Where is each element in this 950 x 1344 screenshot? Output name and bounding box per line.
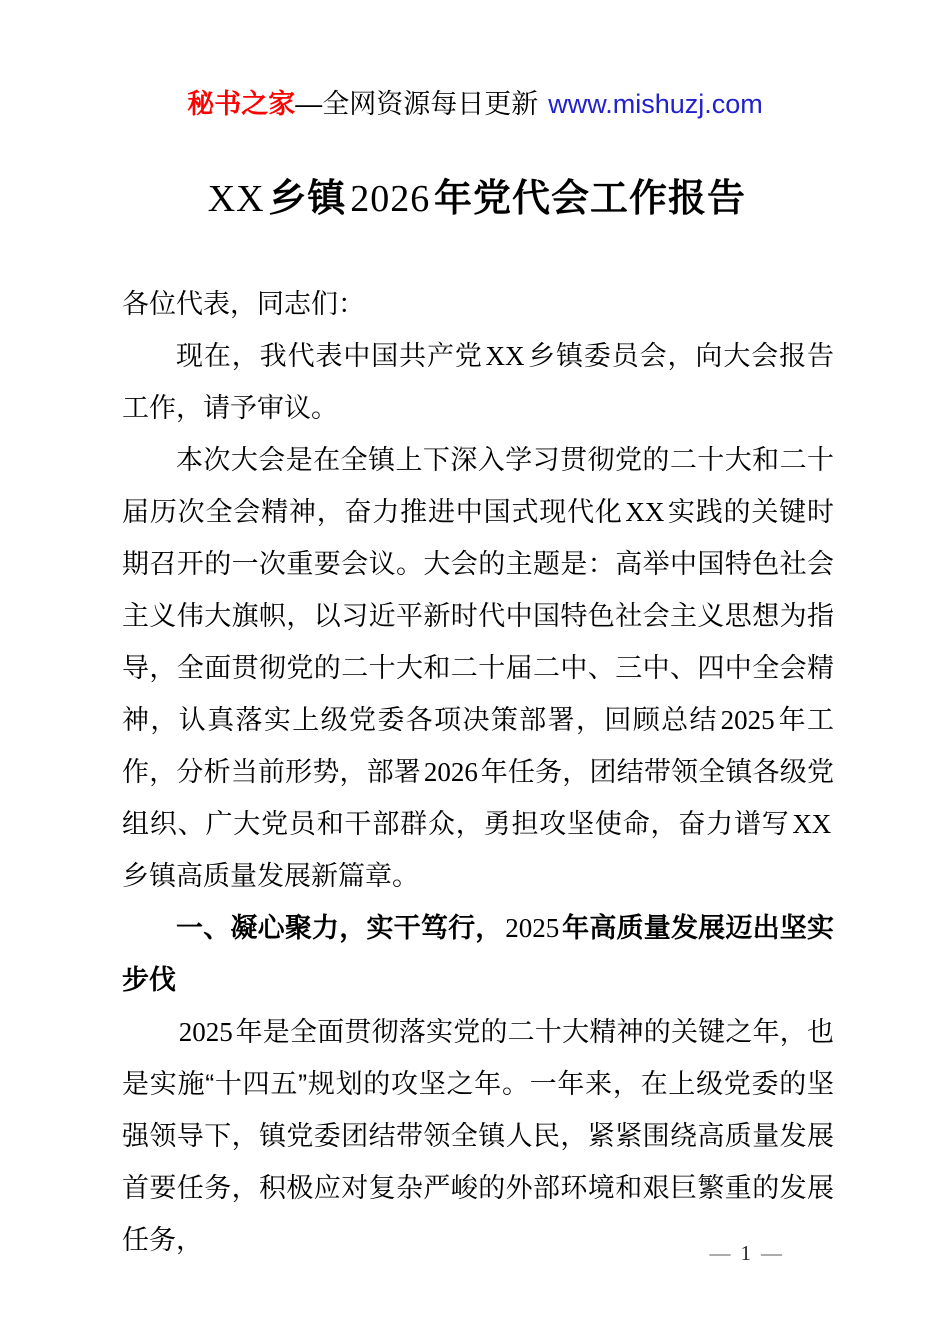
header-tagline: 全网资源每日更新: [322, 89, 539, 119]
section-heading: 一、凝心聚力，实干笃行，2025年高质量发展迈出坚实步伐: [122, 913, 835, 995]
document-body: [122, 278, 834, 1266]
paragraph: 现在，我代表中国共产党XX乡镇委员会，向大会报告工作，请予审议。: [122, 341, 834, 423]
header-url: www.mishuzj.com: [548, 89, 763, 119]
site-name: 秘书之家: [187, 89, 296, 119]
page-number: 1: [740, 1241, 751, 1265]
page-footer: [710, 1238, 783, 1268]
footer-left-dash: —: [709, 1241, 731, 1265]
header-separator: —: [295, 89, 323, 119]
document-title: XX乡镇2026年党代会工作报告: [207, 178, 747, 220]
paragraph: 2025年是全面贯彻落实党的二十大精神的关键之年，也是实施“十四五”规划的攻坚之年。一年来，在上级党委的坚强领导下，镇党委团结带领全镇人民，紧紧围绕高质量发展首要任务，积极应对复杂严峻的外部环境和艰巨繁重的发展任务，: [122, 1017, 834, 1255]
paragraph-salutation: 各位代表，同志们：: [122, 289, 365, 319]
site-header: [0, 84, 950, 124]
paragraph: 本次大会是在全镇上下深入学习贯彻党的二十大和二十届历次全会精神，奋力推进中国式现代化XX实践的关键时期召开的一次重要会议。大会的主题是：高举中国特色社会主义伟大旗帜，以习近平新时代中国特色社会主义思想为指导，全面贯彻党的二十大和二十届二中、三中、四中全会精神，认真落实上级党委各项决策部署，回顾总结2025年工作，分析当前形势，部署2026年任务，团结带领全镇各级党组织、广大党员和干部群众，勇担攻坚使命，奋力谱写XX乡镇高质量发展新篇章。: [122, 445, 835, 891]
footer-right-dash: —: [761, 1241, 782, 1265]
